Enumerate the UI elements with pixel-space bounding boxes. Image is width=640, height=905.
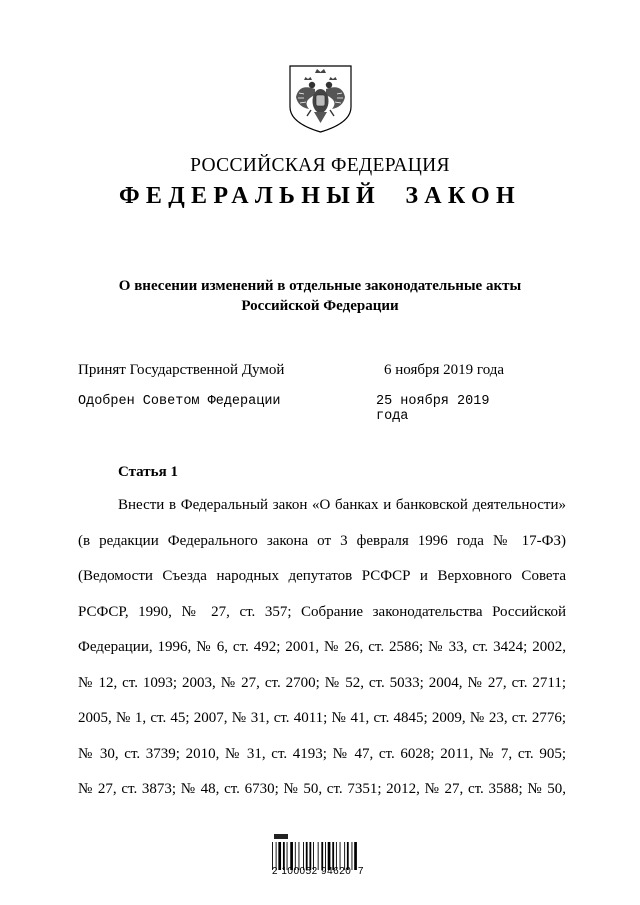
law-title-line-2: Российской Федерации: [241, 298, 399, 314]
adoption-duma-date: 6 ноября 2019 года: [384, 362, 505, 378]
barcode-mark: [274, 834, 288, 839]
law-title-line-1: О внесении изменений в отдельные законодательные акты: [118, 278, 522, 294]
adoption-council-label: Одобрен Советом Федерации: [78, 394, 281, 409]
article-body: [78, 494, 566, 814]
country-name: РОССИЙСКАЯ ФЕДЕРАЦИЯ: [190, 155, 450, 176]
body-line: Внести в Федеральный закон «О банках и банковской деятельности»: [118, 497, 566, 513]
document-type-heading: ФЕДЕРАЛЬНЫЙ ЗАКОН: [119, 183, 521, 209]
article-heading: Статья 1: [118, 464, 178, 480]
adoption-duma-label: Принят Государственной Думой: [78, 362, 285, 378]
barcode-number: 2 100052 94620 7: [272, 866, 364, 877]
body-line: № 30, ст. 3739; 2010, № 31, ст. 4193; № 47, ст. 6028; 2011, № 7, ст. 905;: [78, 745, 566, 762]
body-line: № 27, ст. 3873; № 48, ст. 6730; № 50, ст. 7351; 2012, № 27, ст. 3588; № 50,: [78, 781, 566, 797]
body-line: (Ведомости Съезда народных депутатов РСФСР и Верховного Совета: [78, 568, 566, 584]
body-line: № 12, ст. 1093; 2003, № 27, ст. 2700; № 52, ст. 5033; 2004, № 27, ст. 2711;: [78, 674, 566, 691]
body-line: Федерации, 1996, № 6, ст. 492; 2001, № 26, ст. 2586; № 33, ст. 3424; 2002,: [78, 639, 566, 655]
law-title: [80, 276, 560, 316]
adoption-duma: [78, 362, 518, 379]
state-emblem-icon: [287, 63, 354, 135]
adoption-council: [78, 394, 518, 424]
body-line: 2005, № 1, ст. 45; 2007, № 31, ст. 4011; № 41, ст. 4845; 2009, № 23, ст. 2776;: [78, 710, 566, 726]
body-line: РСФСР, 1990, № 27, ст. 357; Собрание законодательства Российской: [78, 603, 566, 620]
body-line: (в редакции Федерального закона от 3 февраля 1996 года № 17-ФЗ): [78, 532, 566, 549]
adoption-council-date: 25 ноября 2019 года: [376, 394, 490, 424]
